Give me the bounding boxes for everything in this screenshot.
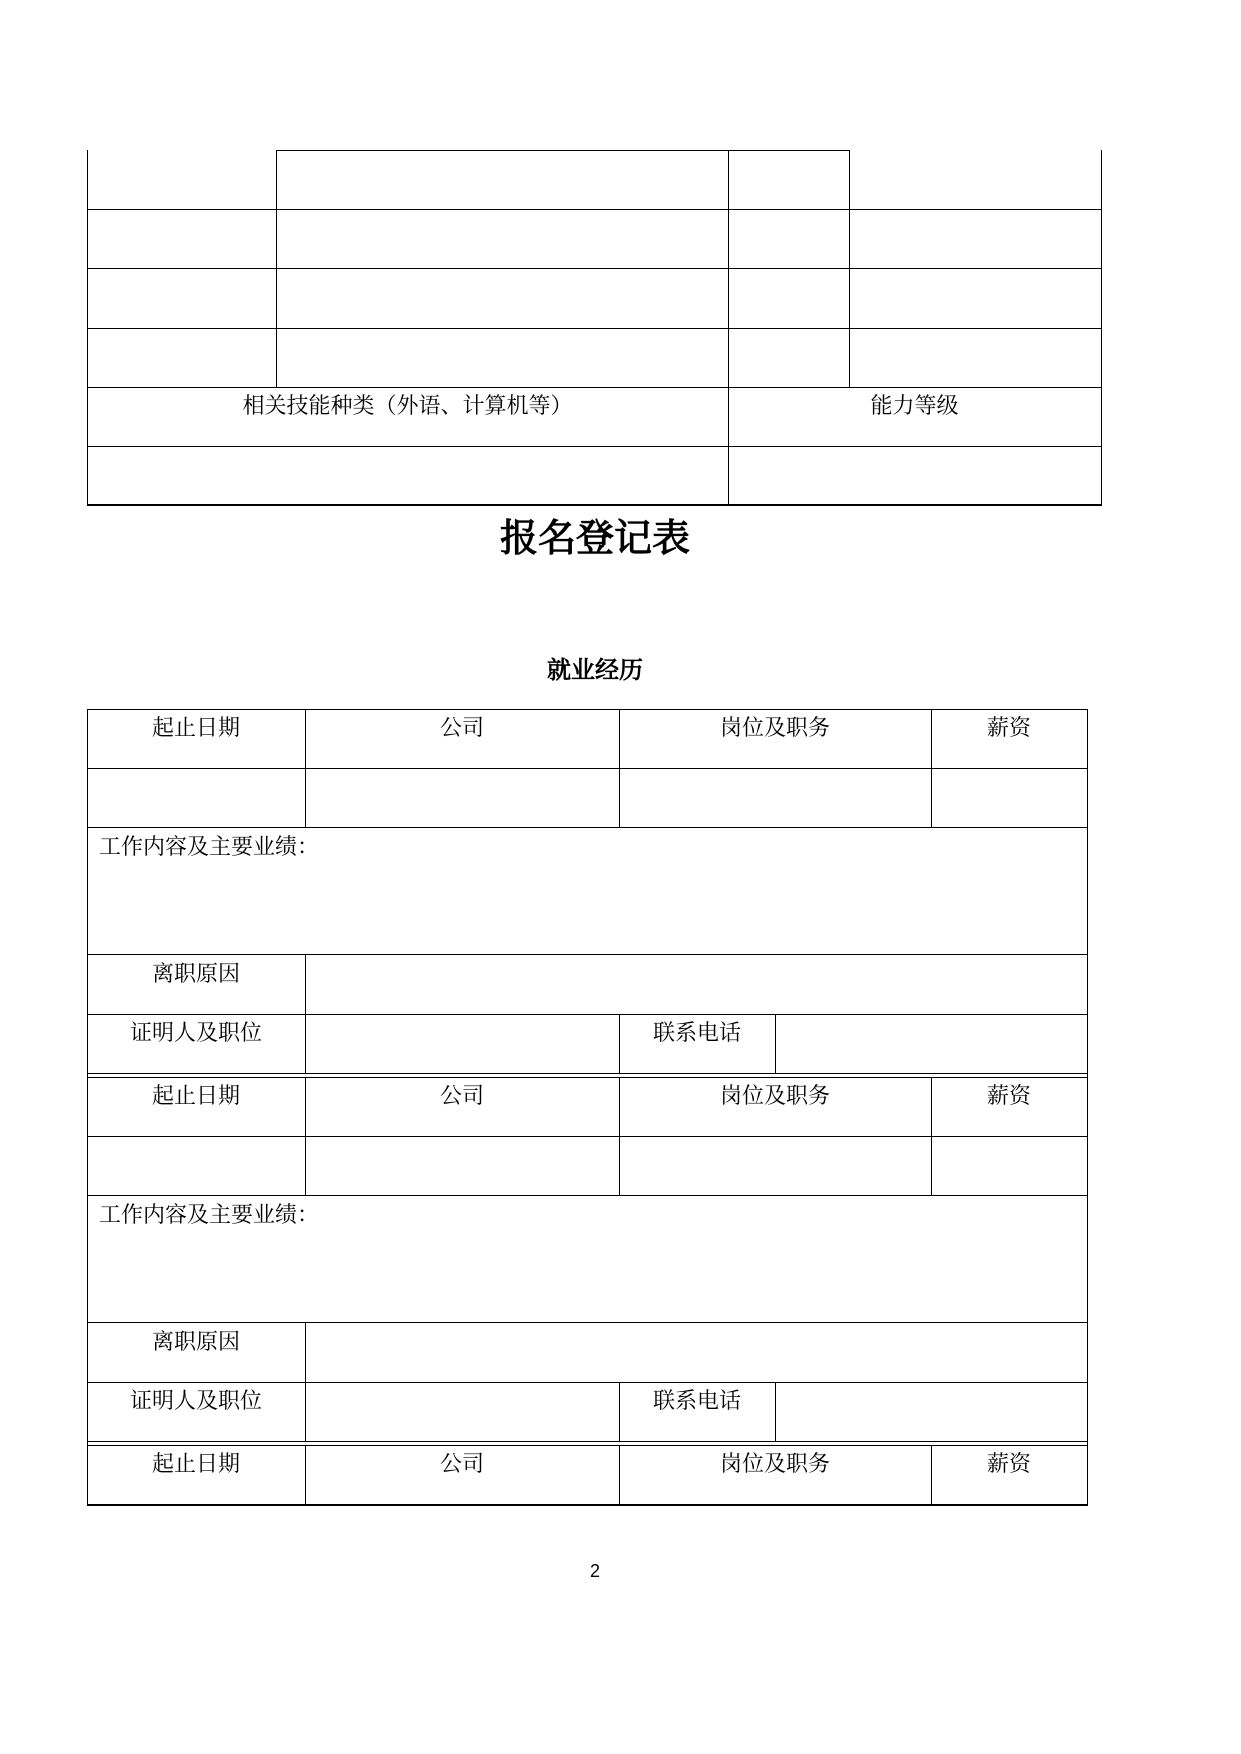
phone-cell[interactable] <box>776 1015 1087 1073</box>
employment-table-line <box>87 827 1088 828</box>
employment-table-line <box>87 1441 1088 1442</box>
date-cell[interactable] <box>88 1137 305 1195</box>
skill-type-header: 相关技能种类（外语、计算机等） <box>242 394 573 419</box>
leave-reason-label: 离职原因 <box>151 962 240 987</box>
date-cell[interactable] <box>88 769 305 827</box>
employment-table-line <box>87 1195 1088 1196</box>
work-content-label: 工作内容及主要业绩： <box>99 835 320 860</box>
date-header: 起止日期 <box>151 1084 240 1109</box>
employment-table-line <box>87 1073 1088 1074</box>
document-title: 报名登记表 <box>499 516 690 560</box>
position-header: 岗位及职务 <box>719 1452 830 1477</box>
top-table-line <box>87 387 1102 388</box>
reference-label: 证明人及职位 <box>129 1389 262 1414</box>
reference-cell[interactable] <box>306 1383 619 1441</box>
date-header: 起止日期 <box>151 716 240 741</box>
position-header: 岗位及职务 <box>719 1084 830 1109</box>
top-table-line <box>87 328 1102 329</box>
top-table-cell[interactable] <box>850 151 1101 209</box>
skill-level-cell[interactable] <box>729 447 1101 504</box>
skill-type-cell[interactable] <box>88 447 728 504</box>
top-table-line <box>87 504 1102 506</box>
company-cell[interactable] <box>306 1137 619 1195</box>
section-title: 就业经历 <box>547 656 643 684</box>
position-cell[interactable] <box>620 769 931 827</box>
leave-reason-cell[interactable] <box>306 1323 1087 1382</box>
employment-table-border <box>1087 709 1088 1505</box>
position-cell[interactable] <box>620 1137 931 1195</box>
salary-header: 薪资 <box>986 716 1031 741</box>
date-header: 起止日期 <box>151 1452 240 1477</box>
top-table-cell[interactable] <box>729 151 849 209</box>
top-table-line <box>87 268 1102 269</box>
leave-reason-label: 离职原因 <box>151 1330 240 1355</box>
company-header: 公司 <box>439 716 484 741</box>
phone-cell[interactable] <box>776 1383 1087 1441</box>
salary-header: 薪资 <box>986 1084 1031 1109</box>
work-content-cell[interactable] <box>88 1232 1087 1322</box>
top-table-border <box>1101 150 1102 505</box>
company-header: 公司 <box>439 1084 484 1109</box>
reference-cell[interactable] <box>306 1015 619 1073</box>
work-content-label: 工作内容及主要业绩： <box>99 1203 320 1228</box>
skill-level-header: 能力等级 <box>870 394 959 419</box>
reference-label: 证明人及职位 <box>129 1021 262 1046</box>
top-table-line <box>87 209 1102 210</box>
leave-reason-cell[interactable] <box>306 955 1087 1014</box>
page-number: 2 <box>589 1561 600 1581</box>
work-content-cell[interactable] <box>88 864 1087 954</box>
salary-header: 薪资 <box>986 1452 1031 1477</box>
employment-table-line <box>87 1504 1088 1506</box>
employment-table-line <box>87 709 1088 710</box>
salary-cell[interactable] <box>932 1137 1087 1195</box>
employment-table-line <box>87 1445 1088 1446</box>
top-table-cell[interactable] <box>277 151 728 209</box>
company-cell[interactable] <box>306 769 619 827</box>
salary-cell[interactable] <box>932 769 1087 827</box>
company-header: 公司 <box>439 1452 484 1477</box>
employment-table-line <box>87 1077 1088 1078</box>
phone-label: 联系电话 <box>652 1021 741 1046</box>
position-header: 岗位及职务 <box>719 716 830 741</box>
phone-label: 联系电话 <box>652 1389 741 1414</box>
